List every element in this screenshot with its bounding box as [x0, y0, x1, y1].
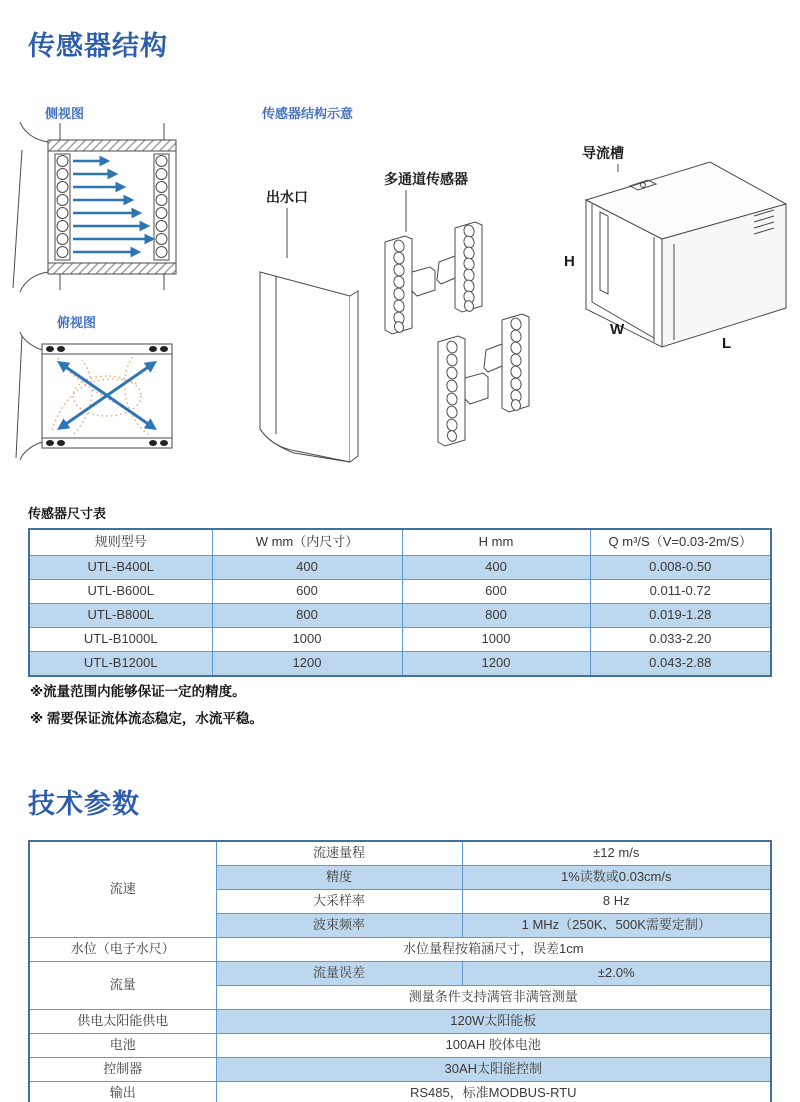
table-row — [29, 1010, 771, 1034]
table-row — [29, 938, 771, 962]
cell-model: UTL-B400L — [29, 556, 212, 580]
cell-param: 波束频率 — [216, 914, 462, 938]
cell-flow: 0.043-2.88 — [590, 652, 771, 677]
cell-value: 1%读数或0.03cm/s — [462, 866, 771, 890]
cell-width: 600 — [212, 580, 402, 604]
side-view-label: 侧视图 — [45, 106, 85, 121]
table-row — [29, 604, 771, 628]
col-header-width: W mm（内尺寸） — [212, 529, 402, 556]
outlet-label: 出水口 — [266, 189, 308, 205]
cell-param: 流量误差 — [216, 962, 462, 986]
cell-category-power: 供电太阳能供电 — [29, 1010, 216, 1034]
cell-value: 测量条件支持满管非满管测量 — [216, 986, 771, 1010]
table-row — [29, 652, 771, 677]
table-row — [29, 841, 771, 866]
cell-category-controller: 控制器 — [29, 1058, 216, 1082]
cell-width: 400 — [212, 556, 402, 580]
section-title-structure: 传感器结构 — [28, 31, 168, 61]
top-view-label: 俯视图 — [57, 315, 97, 330]
cell-flow: 0.033-2.20 — [590, 628, 771, 652]
table-row — [29, 1082, 771, 1102]
cell-category-velocity: 流速 — [29, 841, 216, 938]
table-row — [29, 580, 771, 604]
note-flow-stability: ※ 需要保证流体流态稳定，水流平稳。 — [30, 711, 263, 726]
col-header-model: 规则型号 — [29, 529, 212, 556]
cell-value: ±12 m/s — [462, 841, 771, 866]
tech-params-table — [28, 840, 772, 1102]
cell-value: RS485，标准MODBUS-RTU — [216, 1082, 771, 1102]
top-view-diagram — [12, 330, 190, 464]
cell-flow: 0.011-0.72 — [590, 580, 771, 604]
cell-category-water-level: 水位（电子水尺） — [29, 938, 216, 962]
cell-value: 30AH太阳能控制 — [216, 1058, 771, 1082]
dimension-w-label: W — [610, 321, 625, 338]
dimension-l-label: L — [722, 335, 732, 352]
cell-category-flow: 流量 — [29, 962, 216, 1010]
table-row — [29, 1058, 771, 1082]
table-row — [29, 962, 771, 986]
cell-param: 大采样率 — [216, 890, 462, 914]
sensor-bar — [437, 222, 482, 312]
dimension-table — [28, 528, 772, 677]
guide-channel-label: 导流槽 — [582, 145, 624, 161]
cell-height: 1200 — [402, 652, 590, 677]
schematic-label: 传感器结构示意 — [262, 106, 354, 121]
section-title-params: 技术参数 — [28, 789, 140, 819]
col-header-flow: Q m³/S（V=0.03-2m/S） — [590, 529, 771, 556]
table-row — [29, 556, 771, 580]
cell-param: 精度 — [216, 866, 462, 890]
cell-model: UTL-B1000L — [29, 628, 212, 652]
cell-model: UTL-B800L — [29, 604, 212, 628]
cell-width: 800 — [212, 604, 402, 628]
cell-model: UTL-B1200L — [29, 652, 212, 677]
cell-category-output: 输出 — [29, 1082, 216, 1102]
sensor-bar — [385, 236, 435, 334]
cell-value: 水位量程按箱涵尺寸，误差1cm — [216, 938, 771, 962]
col-header-height: H mm — [402, 529, 590, 556]
note-accuracy: ※流量范围内能够保证一定的精度。 — [30, 684, 246, 699]
cell-height: 400 — [402, 556, 590, 580]
cell-flow: 0.019-1.28 — [590, 604, 771, 628]
multichannel-sensor-label: 多通道传感器 — [384, 171, 468, 187]
table-row — [29, 1034, 771, 1058]
cell-param: 流速量程 — [216, 841, 462, 866]
guide-channel-diagram — [556, 136, 796, 376]
sensor-bar — [438, 336, 488, 446]
cell-category-battery: 电池 — [29, 1034, 216, 1058]
cell-value: 100AH 胶体电池 — [216, 1034, 771, 1058]
cell-flow: 0.008-0.50 — [590, 556, 771, 580]
cell-value: 8 Hz — [462, 890, 771, 914]
cell-height: 800 — [402, 604, 590, 628]
sensor-bar — [484, 314, 529, 412]
cell-width: 1200 — [212, 652, 402, 677]
cell-width: 1000 — [212, 628, 402, 652]
dimension-h-label: H — [564, 253, 575, 270]
cell-value: 120W太阳能板 — [216, 1010, 771, 1034]
cell-value: 1 MHz（250K、500K需要定制） — [462, 914, 771, 938]
exploded-schematic-diagram — [236, 126, 566, 478]
dimension-table-header-row — [29, 529, 771, 556]
dimension-table-caption: 传感器尺寸表 — [28, 506, 107, 521]
cell-height: 1000 — [402, 628, 590, 652]
side-view-diagram — [8, 120, 188, 294]
cell-model: UTL-B600L — [29, 580, 212, 604]
cell-height: 600 — [402, 580, 590, 604]
cell-value: ±2.0% — [462, 962, 771, 986]
table-row — [29, 628, 771, 652]
